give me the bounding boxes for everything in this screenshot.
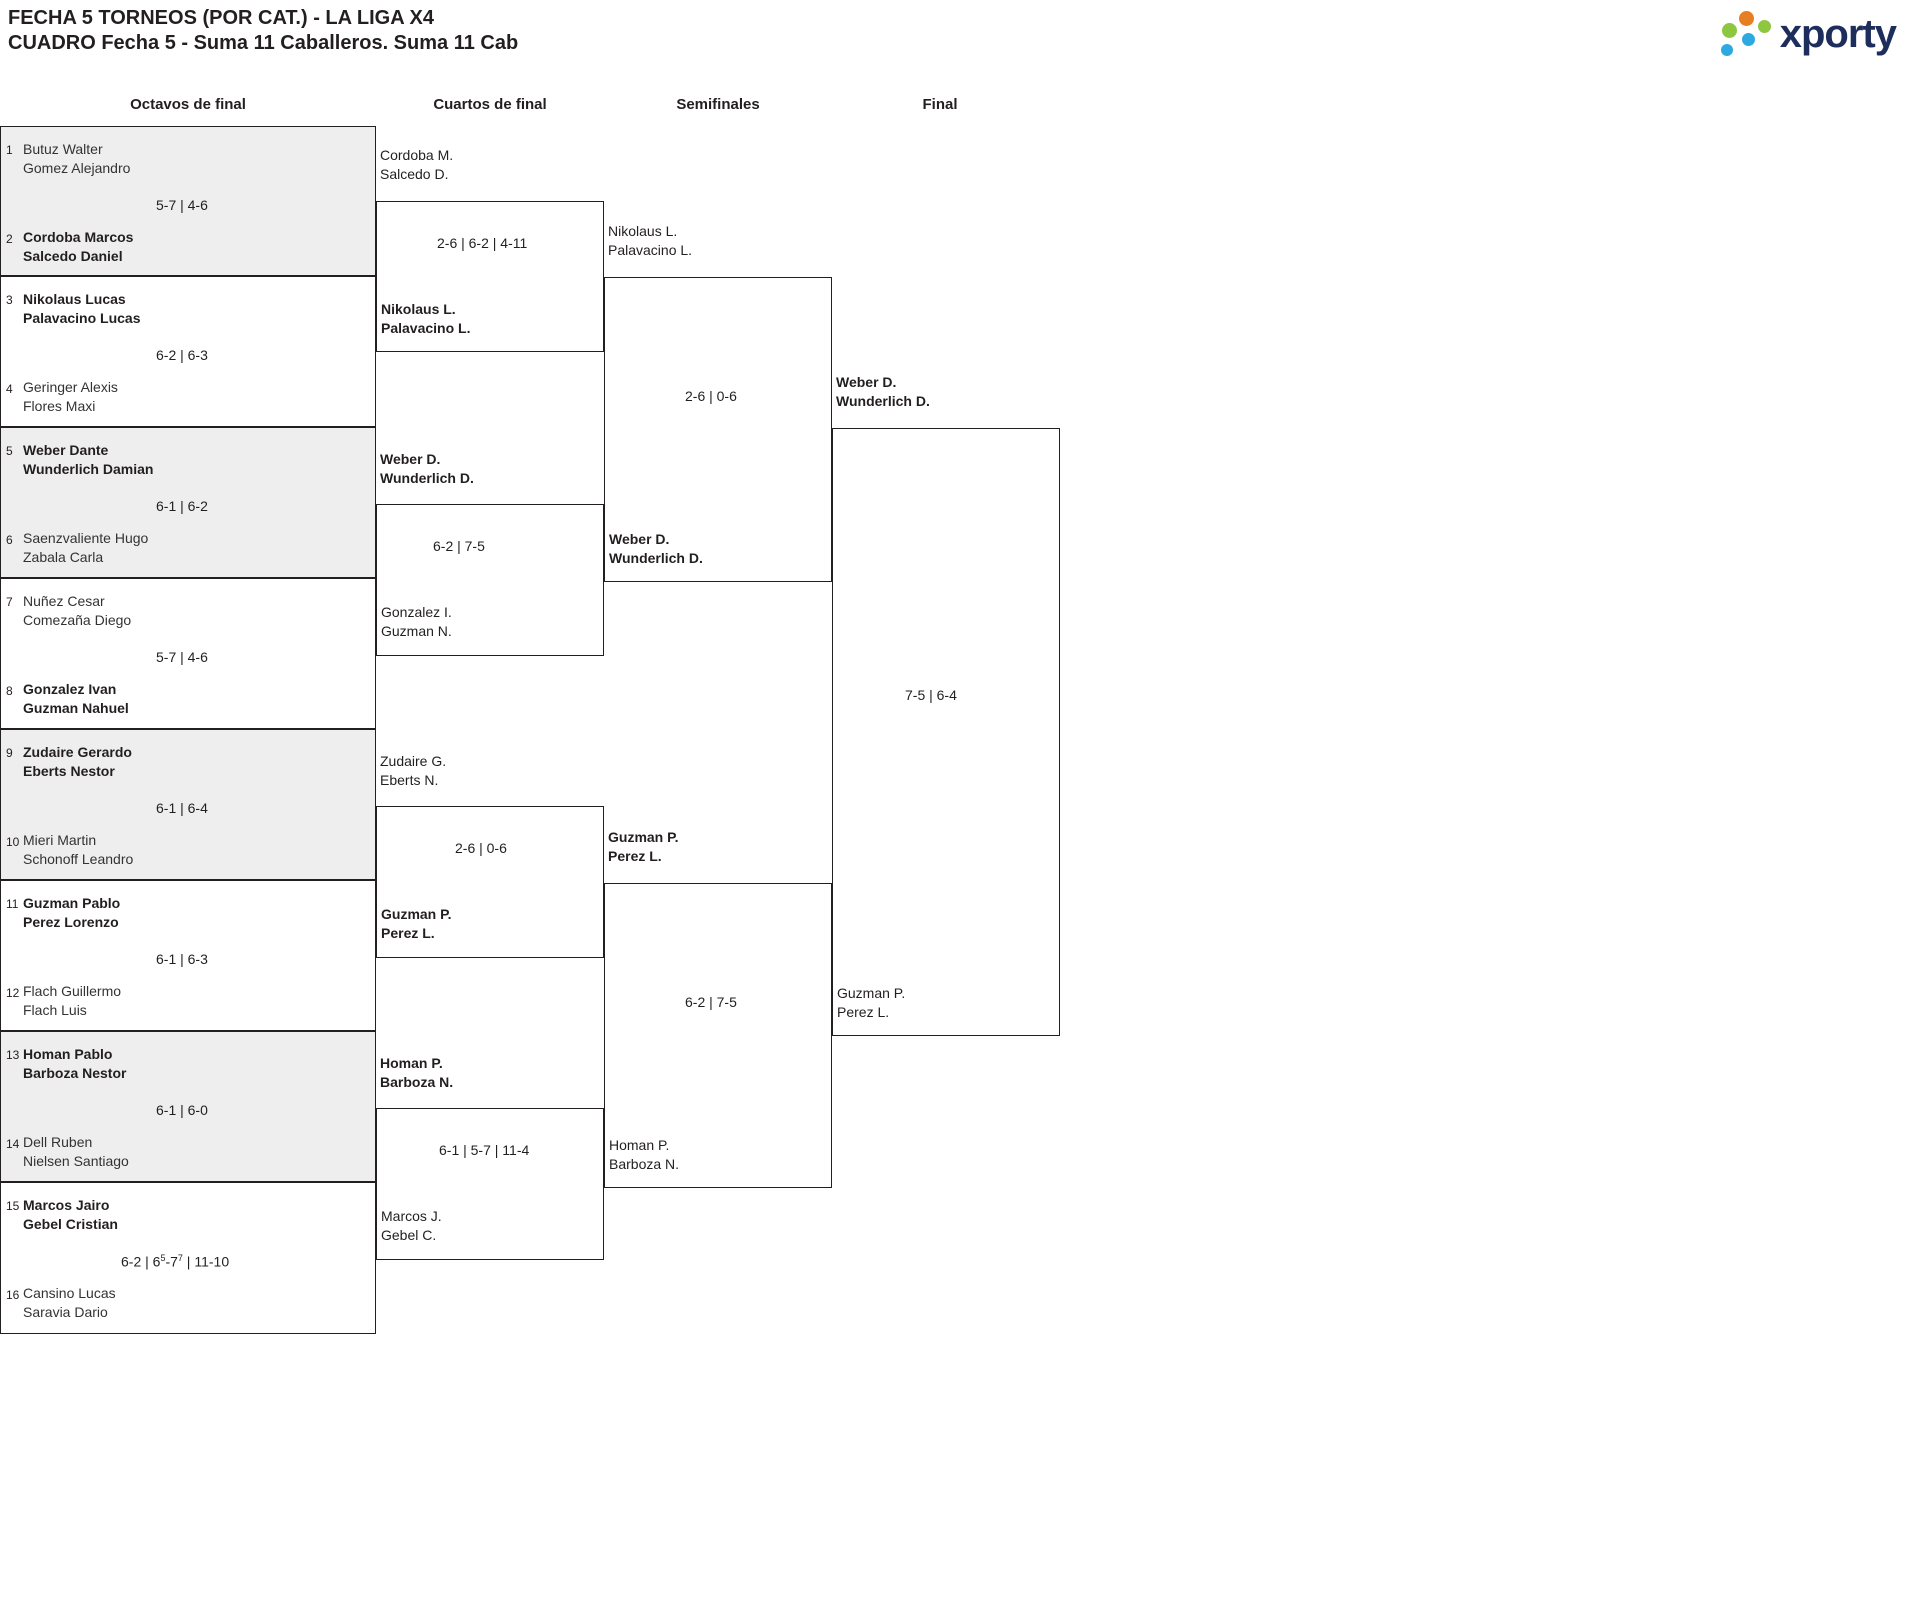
player-name-line1: Guzman Pablo [23,895,121,911]
player-name-line2: Nielsen Santiago [23,1153,129,1169]
player-name-line2: Comezaña Diego [23,612,132,628]
seed-number: 11 [6,897,19,911]
sf1-top-name-line1: Nikolaus L. [608,223,678,239]
qf3-bot-name-line2: Perez L. [381,925,435,941]
match-score: 6-2 | 7-5 [433,538,485,554]
sf1-bot-name-line1: Weber D. [609,531,670,547]
seed-number: 14 [6,1137,20,1151]
player-name-line1: Gonzalez Ivan [23,681,117,697]
player-name-line1: Dell Ruben [23,1134,93,1150]
match-score: 6-2 | 6-3 [156,347,208,363]
seed-number: 16 [6,1288,20,1302]
title-block [8,6,518,56]
sf1-bot-name-line2: Wunderlich D. [609,550,703,566]
final-top-name-line1: Weber D. [836,374,897,390]
seed-number: 13 [6,1048,20,1062]
final-bot-name-line1: Guzman P. [837,985,906,1001]
match-score: 6-2 | $6^5-7^7$ | 11-10 [121,1253,230,1270]
seed-number: 9 [6,746,13,760]
match-score: 6-1 | 5-7 | 11-4 [439,1142,530,1158]
match-score: 6-2 | 7-5 [685,994,737,1010]
match-final[interactable] [832,428,1060,1036]
player-name-line2: Palavacino Lucas [23,310,141,326]
player-name-line2: Guzman Nahuel [23,700,129,716]
sf2-top-name-line2: Perez L. [608,848,662,864]
player-name-line2: Perez Lorenzo [23,914,119,930]
match-score: 6-1 | 6-2 [156,498,208,514]
player-name-line1: Geringer Alexis [23,379,118,395]
qf4-top-name-line1: Homan P. [380,1055,443,1071]
match-qf-4[interactable] [376,1108,604,1260]
match-score: 2-6 | 0-6 [455,840,507,856]
player-name-line1: Nikolaus Lucas [23,291,126,307]
page-header [0,0,1920,80]
match-score: 2-6 | 0-6 [685,388,737,404]
player-name-line2: Flores Maxi [23,398,96,414]
player-name-line2: Flach Luis [23,1002,87,1018]
qf2-top-name-line1: Weber D. [380,451,441,467]
match-sf-2[interactable] [604,883,832,1188]
player-name-line2: Saravia Dario [23,1304,108,1320]
match-score: 6-1 | 6-4 [156,800,208,816]
seed-number: 4 [6,382,13,396]
seed-number: 6 [6,533,13,547]
logo-dots-icon [1720,11,1774,57]
player-name-line2: Schonoff Leandro [23,851,134,867]
page-title-line-2: CUADRO Fecha 5 - Suma 11 Caballeros. Suma 11 Cab [8,32,519,54]
seed-number: 8 [6,684,13,698]
match-r16-1[interactable] [0,126,376,276]
match-qf-3[interactable] [376,806,604,958]
player-name-line2: Zabala Carla [23,549,104,565]
match-score: 7-5 | 6-4 [905,687,957,703]
player-name-line1: Marcos Jairo [23,1197,110,1213]
player-name-line2: Salcedo Daniel [23,248,123,264]
xporty-logo[interactable] [1720,8,1896,60]
logo-text: xporty [1779,11,1896,56]
player-name-line2: Gebel Cristian [23,1216,118,1232]
round-heading-cuartos: Cuartos de final [433,96,547,113]
qf2-bot-name-line1: Gonzalez I. [381,604,452,620]
match-r16-3[interactable] [0,427,376,578]
sf1-top-name-line2: Palavacino L. [608,242,693,258]
qf3-bot-name-line1: Guzman P. [381,906,452,922]
match-r16-2[interactable] [0,276,376,427]
player-name-line1: Cordoba Marcos [23,229,134,245]
sf2-bot-name-line1: Homan P. [609,1137,670,1153]
seed-number: 12 [6,986,20,1000]
player-name-line1: Zudaire Gerardo [23,744,132,760]
match-r16-8[interactable] [0,1182,376,1334]
qf1-bot-name-line2: Palavacino L. [381,320,471,336]
player-name-line1: Homan Pablo [23,1046,113,1062]
match-r16-4[interactable] [0,578,376,729]
qf2-bot-name-line2: Guzman N. [381,623,452,639]
qf1-top-name-line1: Cordoba M. [380,147,454,163]
round-heading-final: Final [922,96,958,113]
round-heading-semifinales: Semifinales [676,96,760,113]
qf1-top-name-line2: Salcedo D. [380,166,449,182]
player-name-line1: Mieri Martin [23,832,97,848]
match-score: 6-1 | 6-3 [156,951,208,967]
match-score: 5-7 | 4-6 [156,197,208,213]
qf4-bot-name-line1: Marcos J. [381,1208,442,1224]
seed-number: 3 [6,293,13,307]
player-name-line1: Nuñez Cesar [23,593,105,609]
match-r16-7[interactable] [0,1031,376,1182]
sf2-bot-name-line2: Barboza N. [609,1156,680,1172]
match-r16-6[interactable] [0,880,376,1031]
seed-number: 1 [6,143,13,157]
player-name-line2: Barboza Nestor [23,1065,127,1081]
seed-number: 7 [6,595,13,609]
player-name-line1: Cansino Lucas [23,1285,116,1301]
player-name-line1: Weber Dante [23,442,109,458]
seed-number: 2 [6,232,13,246]
seed-number: 15 [6,1199,20,1213]
match-qf-1[interactable] [376,201,604,352]
final-top-name-line2: Wunderlich D. [836,393,930,409]
seed-number: 5 [6,444,13,458]
match-sf-1[interactable] [604,277,832,582]
qf4-top-name-line2: Barboza N. [380,1074,454,1090]
match-qf-2[interactable] [376,504,604,656]
qf2-top-name-line2: Wunderlich D. [380,470,474,486]
player-name-line2: Wunderlich Damian [23,461,154,477]
seed-number: 10 [6,835,20,849]
qf3-top-name-line1: Zudaire G. [380,753,447,769]
player-name-line1: Flach Guillermo [23,983,122,999]
qf3-top-name-line2: Eberts N. [380,772,439,788]
player-name-line1: Saenzvaliente Hugo [23,530,149,546]
sf2-top-name-line1: Guzman P. [608,829,679,845]
match-score: 2-6 | 6-2 | 4-11 [437,235,528,251]
player-name-line1: Butuz Walter [23,141,103,157]
match-score: 6-1 | 6-0 [156,1102,208,1118]
match-score: 5-7 | 4-6 [156,649,208,665]
player-name-line2: Gomez Alejandro [23,160,131,176]
player-name-line2: Eberts Nestor [23,763,115,779]
qf1-bot-name-line1: Nikolaus L. [381,301,456,317]
qf4-bot-name-line2: Gebel C. [381,1227,437,1243]
match-r16-5[interactable] [0,729,376,880]
final-bot-name-line2: Perez L. [837,1004,890,1020]
round-heading-octavos: Octavos de final [130,96,246,113]
page-title-line-1: FECHA 5 TORNEOS (POR CAT.) - LA LIGA X4 [8,7,434,29]
